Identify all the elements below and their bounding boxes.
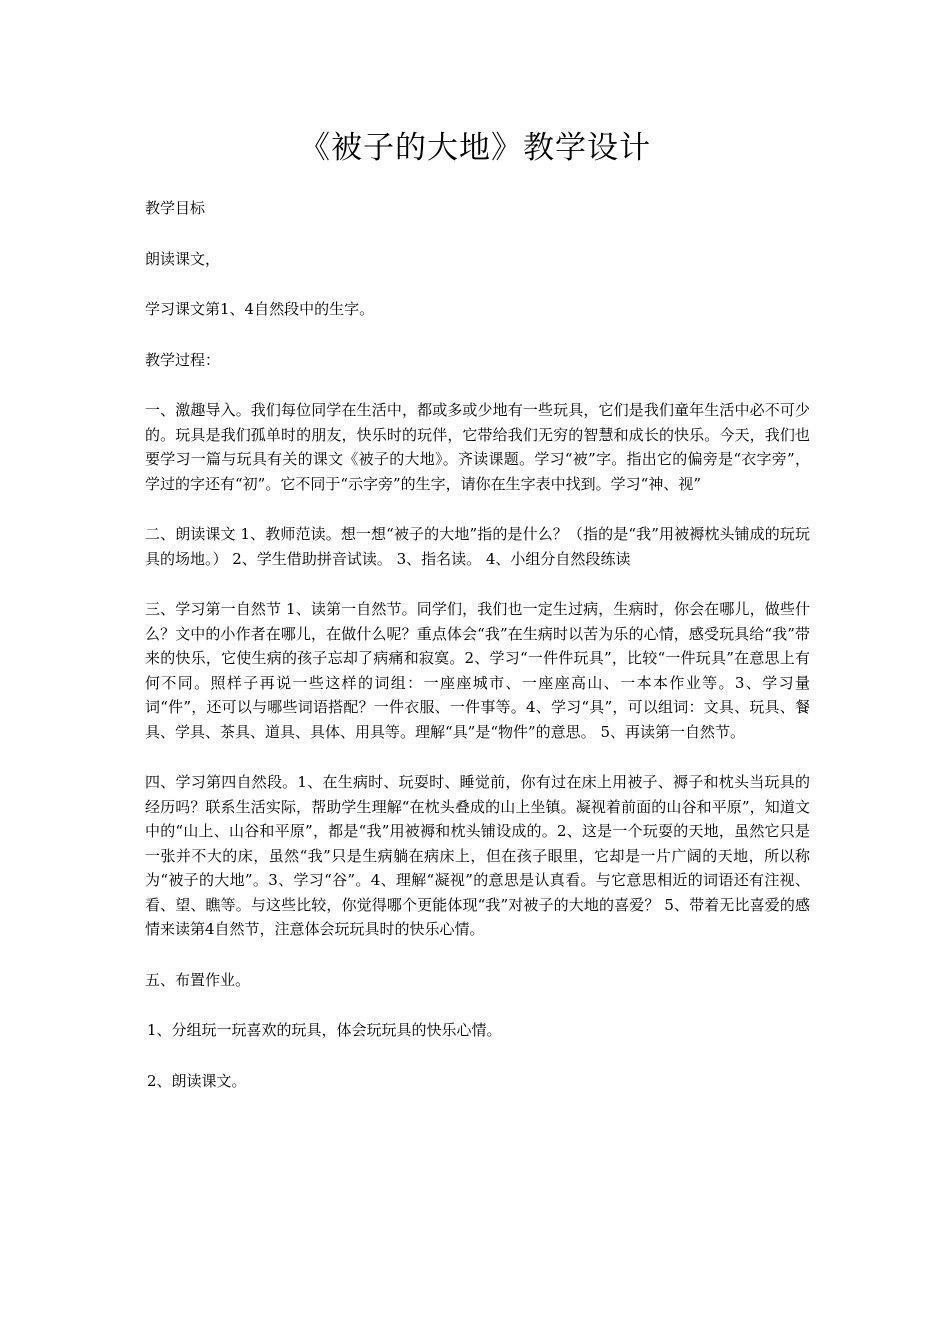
document-body bbox=[145, 196, 810, 1119]
goal-item-characters: 学习课文第1、4自然段中的生字。 bbox=[145, 300, 375, 318]
process-step-3: 三、学习第一自然节 1、读第一自然节。同学们，我们也一定生过病，生病时，你会在哪儿，做些什么？文中的小作者在哪儿，在做什么呢？重点体会“我”在生病时以苦为乐的心情，感受玩具给“我”带来的快乐，它使生病的孩子忘却了病痛和寂寞。2、学习“一件件玩具”，比较“一件玩具”在意思上有何不同。照样子再说一些这样的词组：一座座城市、一座座高山、一本本作业等。3、学习量词“件”，还可以与哪些词语搭配？一件衣服、一件事等。4、学习“具”，可以组词：文具、玩具、餐具、学具、茶具、道具、具体、用具等。理解“具”是“物件”的意思。 5、再读第一自然节。 bbox=[145, 600, 810, 741]
process-step-2: 二、朗读课文 1、教师范读。想一想“被子的大地”指的是什么？（指的是“我”用被褥枕头铺成的玩玩具的场地。） 2、学生借助拼音试读。 3、指名读。 4、小组分自然段练读 bbox=[145, 525, 810, 568]
process-step-1: 一、激趣导入。我们每位同学在生活中，都或多或少地有一些玩具，它们是我们童年生活中必不可少的。玩具是我们孤单时的朋友，快乐时的玩伴，它带给我们无穷的智慧和成长的快乐。今天，我们也要学习一篇与玩具有关的课文《被子的大地》。齐读课题。学习“被”字。指出它的偏旁是“衣字旁”，学过的字还有“初”。它不同于“示字旁”的生字，请你在生字表中找到。学习“神、视” bbox=[145, 401, 810, 493]
homework-item-2: 2、朗读课文。 bbox=[147, 1071, 247, 1090]
heading-teaching-process: 教学过程： bbox=[145, 350, 221, 369]
document-title: 《被子的大地》教学设计 bbox=[299, 130, 651, 166]
homework-item-1: 1、分组玩一玩喜欢的玩具，体会玩玩具的快乐心情。 bbox=[147, 1021, 502, 1039]
process-step-5: 五、布置作业。 bbox=[145, 970, 251, 989]
process-step-4: 四、学习第四自然段。1、在生病时、玩耍时、睡觉前，你有过在床上用被子、褥子和枕头当玩具的经历吗？联系生活实际，帮助学生理解“在枕头叠成的山上坐镇。凝视着前面的山谷和平原”，知道文中的“山上、山谷和平原”，都是“我”用被褥和枕头铺设成的。2、这是一个玩耍的天地，虽然它只是一张并不大的床，虽然“我”只是生病躺在病床上，但在孩子眼里，它却是一片广阔的天地，所以称为“被子的大地”。3、学习“谷”。4、理解“凝视”的意思是认真看。与它意思相近的词语还有注视、看、望、瞧等。与这些比较，你觉得哪个更能体现“我”对被子的大地的喜爱？ 5、带着无比喜爱的感情来读第4自然节，注意体会玩玩具时的快乐心情。 bbox=[145, 773, 810, 938]
heading-teaching-goals: 教学目标 bbox=[145, 199, 206, 217]
goal-item-read: 朗读课文， bbox=[145, 249, 221, 268]
